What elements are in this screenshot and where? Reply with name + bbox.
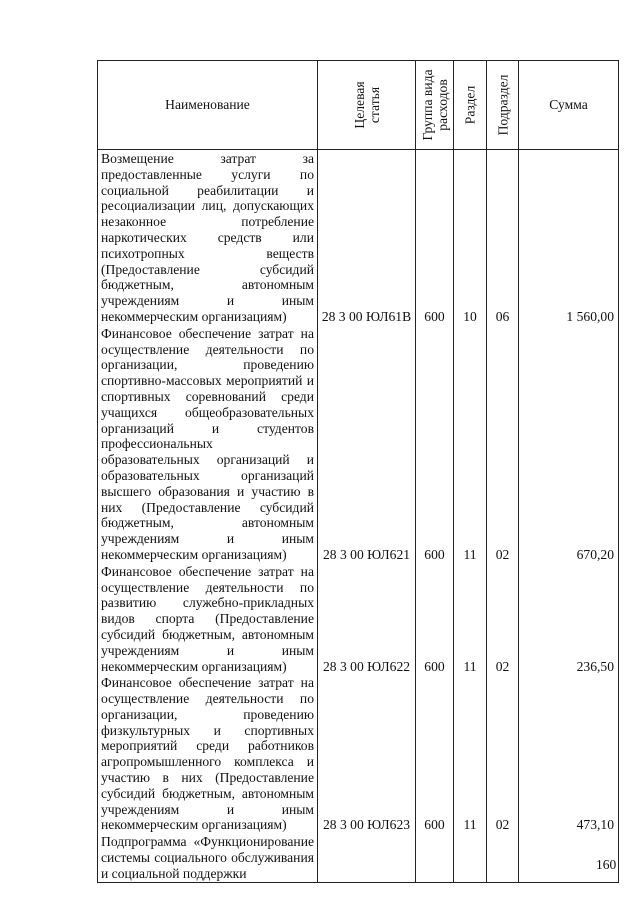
row-subsection	[487, 833, 519, 882]
row-code: 28 3 00 ЮЛ61В	[318, 150, 416, 325]
row-subsection: 02	[487, 325, 519, 563]
row-section: 10	[454, 150, 487, 325]
row-name: Финансовое обеспечение затрат на осуществление деятельности по организации, проведению спортивно-массовых мероприятий и спортивных соревнований среди учащихся общеобразовательных организаций и студентов профессиональных образовательных организаций и образовательных организаций высшего образования и участию в них (Предоставление субсидий бюджетным, автономным учреждениям и иным некоммерческим организациям)	[98, 325, 318, 563]
header-sum	[519, 61, 619, 150]
row-group: 600	[416, 150, 454, 325]
header-code	[318, 61, 416, 150]
row-sum: 670,20	[519, 325, 619, 563]
page-number: 160	[596, 857, 617, 872]
row-section: 11	[454, 325, 487, 563]
header-subsection	[487, 61, 519, 150]
row-code: 28 3 00 ЮЛ622	[318, 563, 416, 675]
header-subsection-label: Подраздел	[495, 74, 510, 136]
table-row	[98, 563, 619, 675]
row-subsection: 02	[487, 674, 519, 833]
row-subsection: 02	[487, 563, 519, 675]
row-sum: 1 560,00	[519, 150, 619, 325]
row-section: 11	[454, 563, 487, 675]
row-code	[318, 833, 416, 882]
header-section-label: Раздел	[462, 85, 478, 125]
row-name: Финансовое обеспечение затрат на осуществление деятельности по развитию служебно-прикладных видов спорта (Предоставление субсидий бюджетным, автономным учреждениям и иным некоммерческим организациям)	[98, 563, 318, 675]
table-row	[98, 833, 619, 882]
row-name: Возмещение затрат за предоставленные услуги по социальной реабилитации и ресоциализации лиц, допускающих незаконное потребление наркотических средств или психотропных веществ (Предоставление субсидий бюджетным, автономным учреждениям и иным некоммерческим организациям)	[98, 150, 318, 325]
row-group: 600	[416, 674, 454, 833]
header-group-label: Группа вида расходов	[419, 69, 450, 141]
table-row	[98, 674, 619, 833]
row-group	[416, 833, 454, 882]
table-header-row	[98, 61, 619, 150]
header-sum-label: Сумма	[549, 97, 588, 113]
row-section: 11	[454, 674, 487, 833]
row-sum: 473,10	[519, 674, 619, 833]
budget-table	[97, 60, 619, 883]
row-subsection: 06	[487, 150, 519, 325]
row-group: 600	[416, 563, 454, 675]
table-row	[98, 150, 619, 325]
header-code-label: Целевая статья	[351, 81, 382, 129]
row-code: 28 3 00 ЮЛ621	[318, 325, 416, 563]
header-name	[98, 61, 318, 150]
header-group	[416, 61, 454, 150]
table-row	[98, 325, 619, 563]
row-group: 600	[416, 325, 454, 563]
row-name: Подпрограмма «Функционирование системы социального обслуживания и социальной поддержки	[98, 833, 318, 882]
row-code: 28 3 00 ЮЛ623	[318, 674, 416, 833]
row-section	[454, 833, 487, 882]
row-name: Финансовое обеспечение затрат на осуществление деятельности по организации, проведению физкультурных и спортивных мероприятий среди работников агропромышленного комплекса и участию в них (Предоставление субсидий бюджетным, автономным учреждениям и иным некоммерческим организациям)	[98, 674, 318, 833]
header-section	[454, 61, 487, 150]
row-sum: 236,50	[519, 563, 619, 675]
header-name-label: Наименование	[165, 97, 250, 113]
